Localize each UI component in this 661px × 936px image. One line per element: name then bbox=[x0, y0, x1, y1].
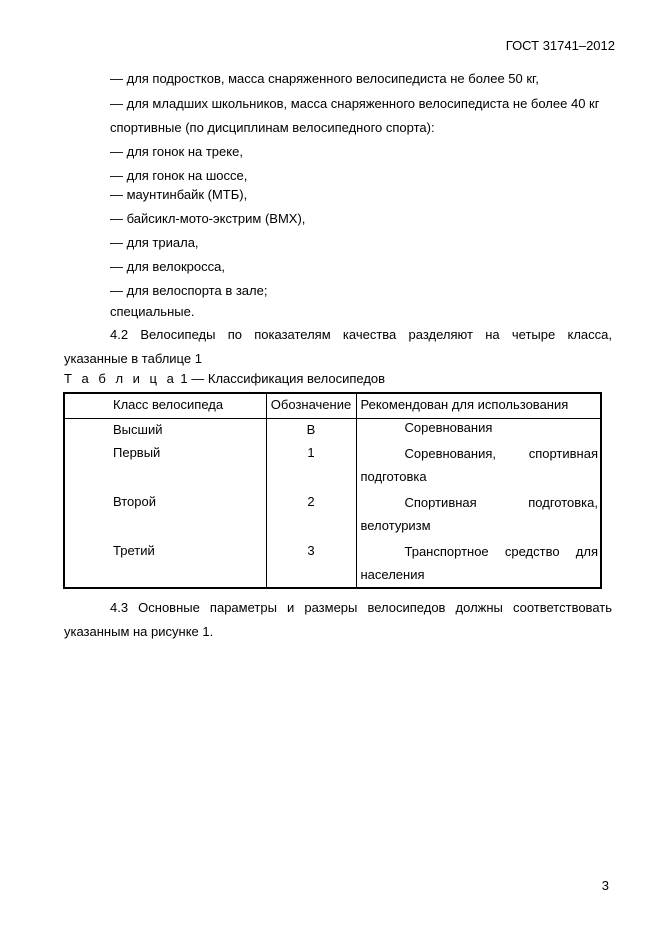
column-header-code: Обозначение bbox=[266, 393, 356, 419]
paragraph-4-3-line1: 4.3 Основные параметры и размеры велосипедов должны соответствовать bbox=[110, 600, 612, 615]
list-item: — для триала, bbox=[110, 235, 199, 250]
list-item: — для велокросса, bbox=[110, 259, 225, 274]
list-item: — для подростков, масса снаряженного велосипедиста не более 50 кг, bbox=[110, 71, 539, 86]
classification-table bbox=[63, 392, 602, 589]
cell-code: 2 bbox=[266, 491, 356, 540]
table-row bbox=[64, 419, 601, 443]
cell-use-text: Соревнования bbox=[404, 420, 493, 435]
list-item: специальные. bbox=[110, 304, 195, 319]
cell-code: В bbox=[266, 419, 356, 443]
list-item: — для гонок на треке, bbox=[110, 144, 243, 159]
list-item: — байсикл-мото-экстрим (ВМХ), bbox=[110, 211, 306, 226]
cell-use-text: Транспортное средство для населения bbox=[360, 544, 598, 582]
cell-use bbox=[356, 491, 601, 540]
table-caption-prefix: Т а б л и ц а bbox=[64, 371, 177, 386]
page-number: 3 bbox=[601, 878, 609, 893]
paragraph-4-3-line2: указанным на рисунке 1. bbox=[64, 624, 214, 639]
table-caption bbox=[64, 371, 385, 386]
column-header-class: Класс велосипеда bbox=[64, 393, 266, 419]
cell-class: Третий bbox=[64, 540, 266, 588]
cell-use-text: Спортивная подготовка, велотуризм bbox=[360, 495, 598, 533]
table-row bbox=[64, 491, 601, 540]
table-row bbox=[64, 540, 601, 588]
table-caption-title: 1 — Классификация велосипедов bbox=[176, 371, 386, 386]
cell-use-text: Соревнования, спортивная подготовка bbox=[360, 446, 598, 484]
cell-code: 1 bbox=[266, 442, 356, 491]
cell-use bbox=[356, 419, 601, 443]
paragraph-4-2-line1: 4.2 Велосипеды по показателям качества разделяют на четыре класса, bbox=[110, 327, 612, 342]
cell-use bbox=[356, 540, 601, 588]
cell-class: Первый bbox=[64, 442, 266, 491]
cell-use bbox=[356, 442, 601, 491]
list-item: — маунтинбайк (МТБ), bbox=[110, 187, 248, 202]
table-row bbox=[64, 442, 601, 491]
cell-class: Второй bbox=[64, 491, 266, 540]
cell-code: 3 bbox=[266, 540, 356, 588]
column-header-use: Рекомендован для использования bbox=[356, 393, 601, 419]
list-item: — для велоспорта в зале; bbox=[110, 283, 268, 298]
list-item: — для гонок на шоссе, bbox=[110, 168, 248, 183]
list-item: спортивные (по дисциплинам велосипедного спорта): bbox=[110, 120, 435, 135]
cell-class: Высший bbox=[64, 419, 266, 443]
document-header: ГОСТ 31741–2012 bbox=[505, 38, 615, 53]
list-item: — для младших школьников, масса снаряженного велосипедиста не более 40 кг bbox=[110, 96, 600, 111]
paragraph-4-2-line2: указанные в таблице 1 bbox=[64, 351, 202, 366]
